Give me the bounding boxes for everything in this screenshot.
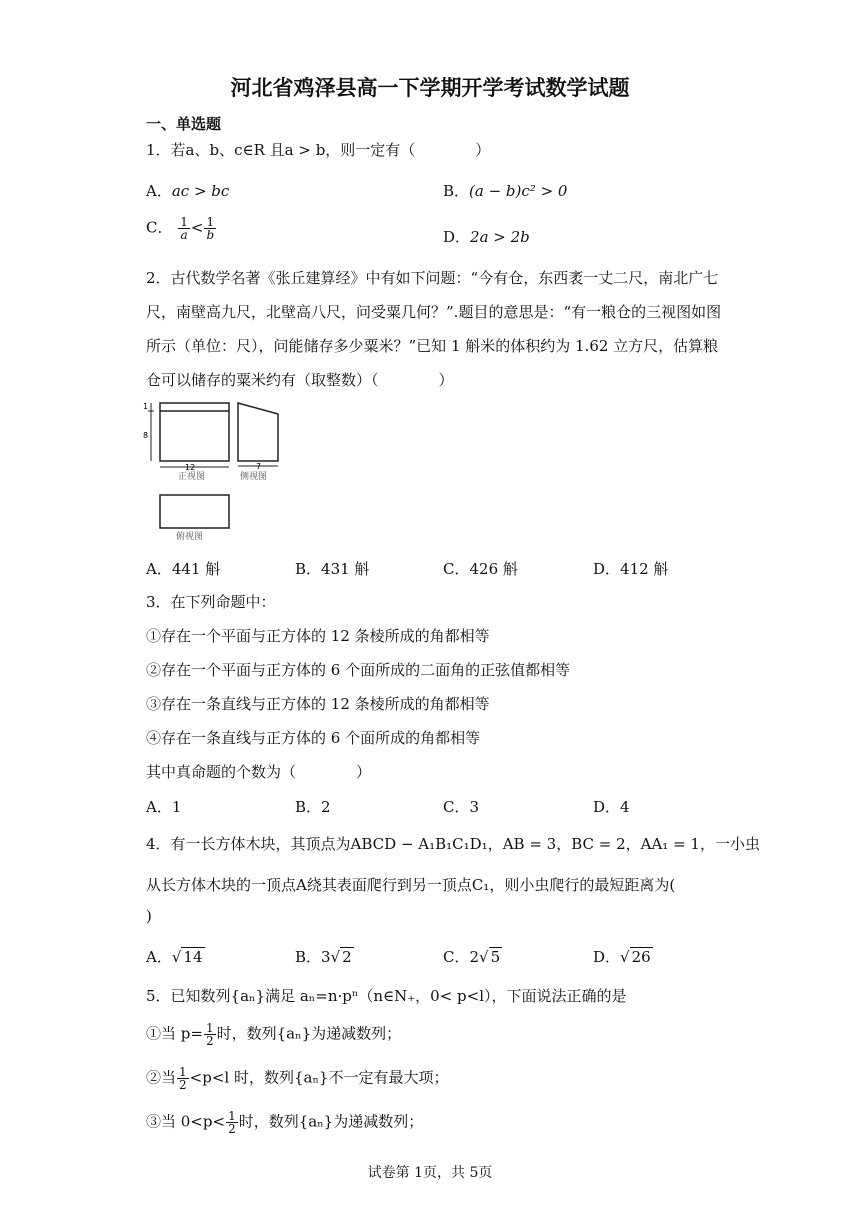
q1-b-label: B． — [443, 182, 470, 200]
side-view-shape — [238, 403, 278, 461]
half-den: 2 — [205, 1034, 214, 1048]
q1-d-expr: 2a > 2b — [470, 228, 530, 246]
top-view-rect — [160, 495, 229, 528]
half-num: 1 — [205, 1021, 214, 1035]
q4-option-d: D．√ 26 — [593, 948, 651, 966]
q2-line2: 尺，南壁高九尺，北壁高八尺，问受粟几何？”.题目的意思是：“有一粮仓的三视图如图 — [146, 303, 722, 321]
three-view-figure — [140, 396, 300, 546]
q1-c-frac-a — [178, 216, 190, 241]
front-view-label: 正视图 — [178, 472, 206, 482]
q3-option-c: C．3 — [443, 798, 480, 816]
q1-a-label: A． — [146, 182, 172, 200]
half-num: 1 — [179, 1065, 187, 1079]
q4-option-c: C．2√ 5 — [443, 948, 501, 966]
q1-c-frac-b — [204, 216, 216, 241]
q2-line1: 2．古代数学名著《张丘建算经》中有如下问题：“今有仓，东西袤一丈二尺，南北广七 — [146, 269, 719, 287]
q5-s3-post: 时，数列{aₙ}为递减数列； — [238, 1112, 424, 1131]
half-frac — [204, 1022, 216, 1047]
frac-den-a: a — [180, 228, 188, 242]
q2-option-b: B．431 斛 — [295, 560, 370, 578]
q4-a-label: A． — [146, 948, 172, 966]
q1-a-expr: ac > bc — [171, 182, 230, 200]
q4-option-b: B．3√ 2 — [295, 948, 352, 966]
q3-stem: 3．在下列命题中： — [146, 593, 276, 611]
q5-s2-post: <p<l 时，数列{aₙ}不一定有最大项； — [189, 1068, 449, 1087]
q5-s3-pre: ③当 0<p< — [146, 1112, 226, 1131]
q3-option-b: B．2 — [295, 798, 331, 816]
q5-stem: 5．已知数列{aₙ}满足 aₙ=n·pⁿ（n∈N₊，0< p<l），下面说法正确的是 — [146, 987, 627, 1005]
half-frac — [226, 1110, 238, 1135]
q4-b-label: B．3 — [295, 948, 331, 966]
half-frac — [177, 1066, 189, 1091]
q1-option-c — [146, 216, 217, 241]
frac-den-b: b — [206, 228, 215, 242]
label-12: 12 — [185, 463, 196, 472]
q1-d-label: D． — [443, 228, 471, 246]
q5-s1-pre: ①当 p= — [146, 1024, 203, 1043]
q4-a-radicand: 14 — [183, 948, 203, 966]
q2-line4: 仓可以储存的粟米约有（取整数）（ ） — [146, 371, 454, 389]
frac-num: 1 — [204, 216, 216, 229]
q4-d-radicand: 26 — [631, 948, 651, 966]
q5-stmt3 — [146, 1110, 423, 1135]
q2-option-c: C．426 斛 — [443, 560, 518, 578]
q4-option-a: A．√ 14 — [146, 948, 203, 966]
q1-option-a — [146, 180, 229, 201]
q1-b-expr: (a − b)c² > 0 — [469, 182, 568, 200]
half-den: 2 — [228, 1122, 236, 1136]
q4-line1: 4．有一长方体木块，其顶点为ABCD − A₁B₁C₁D₁，AB = 3，BC = 2，AA₁ = 1，一小虫 — [146, 835, 760, 853]
label-7: 7 — [256, 462, 262, 471]
label-8: 8 — [143, 431, 149, 440]
half-num: 1 — [228, 1109, 236, 1123]
q1-c-lt: < — [190, 218, 204, 237]
q1-stem: 1．若a、b、c∈R 且a > b，则一定有（ ） — [146, 141, 491, 159]
q2-option-d: D．412 斛 — [593, 560, 669, 578]
frac-num: 1 — [180, 215, 188, 229]
q4-d-label: D． — [593, 948, 621, 966]
q3-prop3: ③存在一条直线与正方体的 12 条棱所成的角都相等 — [146, 695, 490, 713]
q2-line3: 所示（单位：尺），问能储存多少粟米？”已知 1 斛米的体积约为 1.62 立方尺，估算粮 — [146, 337, 719, 355]
side-view-label: 侧视图 — [240, 472, 268, 482]
q4-line2: 从长方体木块的一顶点A绕其表面爬行到另一顶点C₁，则小虫爬行的最短距离为( — [146, 876, 676, 894]
q3-prop1: ①存在一个平面与正方体的 12 条棱所成的角都相等 — [146, 627, 490, 645]
q3-option-a: A．1 — [146, 798, 182, 816]
q3-prop2: ②存在一个平面与正方体的 6 个面所成的二面角的正弦值都相等 — [146, 661, 571, 679]
top-view-label: 俯视图 — [176, 532, 204, 542]
label-1: 1 — [143, 402, 149, 411]
page-title: 河北省鸡泽县高一下学期开学考试数学试题 — [230, 76, 630, 100]
q3-option-d: D．4 — [593, 798, 630, 816]
q3-prop4: ④存在一条直线与正方体的 6 个面所成的角都相等 — [146, 729, 481, 747]
q1-c-label: C． — [146, 218, 173, 237]
q4-line3: ) — [146, 907, 152, 925]
q5-s2-pre: ②当 — [146, 1068, 177, 1087]
q4-c-radicand: 5 — [490, 948, 501, 966]
q5-stmt1 — [146, 1022, 401, 1047]
page-footer: 试卷第 1页，共 5页 — [367, 1165, 493, 1181]
q5-stmt2 — [146, 1066, 448, 1091]
section-heading: 一、单选题 — [146, 115, 222, 133]
q4-b-radicand: 2 — [342, 948, 352, 966]
q1-option-d — [443, 226, 530, 247]
q4-c-label: C．2 — [443, 948, 480, 966]
q3-ask: 其中真命题的个数为（ ） — [146, 763, 372, 781]
q5-s1-post: 时，数列{aₙ}为递减数列； — [216, 1024, 402, 1043]
q2-option-a: A．441 斛 — [146, 560, 221, 578]
half-den: 2 — [179, 1078, 187, 1092]
q1-option-b — [443, 180, 567, 201]
